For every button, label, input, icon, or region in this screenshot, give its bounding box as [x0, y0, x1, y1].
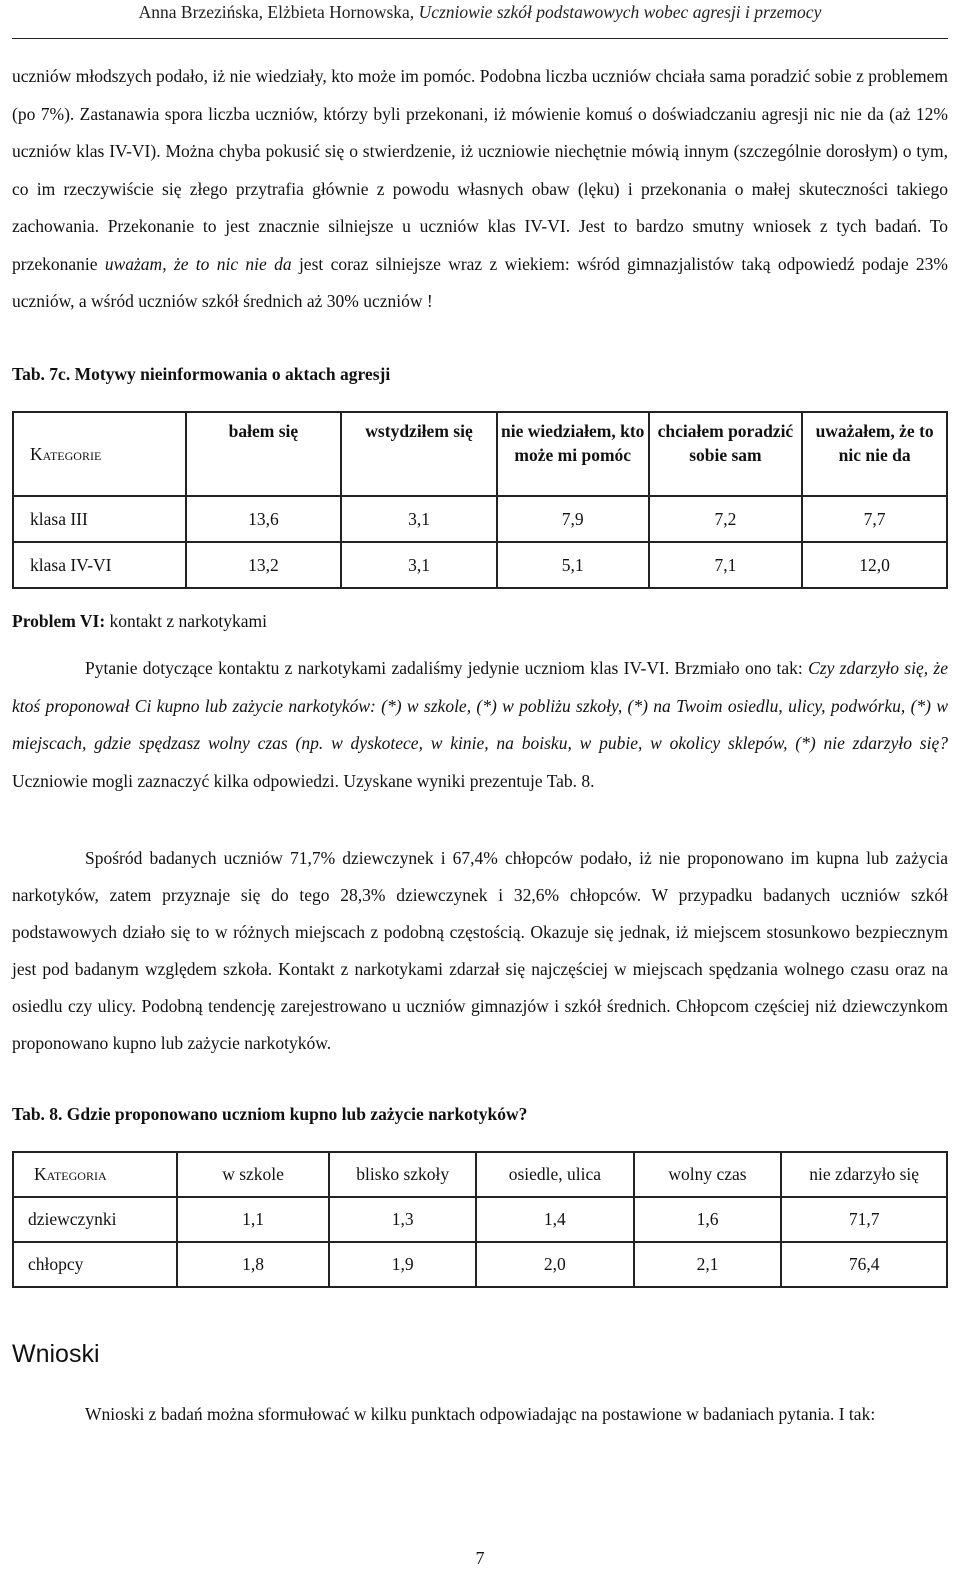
running-head	[12, 2, 948, 23]
problem-6-title: kontakt z narkotykami	[105, 611, 268, 631]
paragraph-2-text: Pytanie dotyczące kontaktu z narkotykami zadaliśmy jedynie uczniom klas IV-VI. Brzmiało ono tak:	[85, 658, 809, 678]
table-7-col-header: uważałem, że to nic nie da	[802, 412, 947, 496]
table-7-category-header: Kategorie	[13, 412, 186, 496]
table-cell: 1,1	[177, 1197, 330, 1242]
table-cell: 5,1	[497, 542, 649, 588]
paragraph-2-end: Uczniowie mogli zaznaczyć kilka odpowiedzi. Uzyskane wyniki prezentuje Tab. 8.	[12, 770, 595, 791]
table-7-col-header: bałem się	[186, 412, 342, 496]
header-rule	[12, 38, 948, 39]
paragraph-2-italic: Czy zdarzyło się, że ktoś proponował Ci kupno lub zażycie narkotyków: (*) w szkole, (*) w pobliżu szkoły, (*) na Twoim osiedlu, ulicy, podwórku, (*) w miejscach, gdzie spędzasz wolny czas (np. w dyskotece, w kinie, na boisku, w pubie, w okolicy sklepów, (*) nie zdarzyło się?	[12, 658, 949, 753]
table-8-caption: Tab. 8. Gdzie proponowano uczniom kupno lub zażycie narkotyków?	[12, 1104, 528, 1124]
table-cell: 12,0	[802, 542, 947, 588]
section-title: Wnioski	[12, 1340, 100, 1368]
table-7-header-row	[13, 412, 947, 496]
table-8-col-header: wolny czas	[634, 1152, 782, 1197]
table-row	[13, 496, 947, 542]
problem-6-heading	[12, 603, 948, 641]
table-7	[12, 411, 948, 589]
table-cell: 1,9	[329, 1242, 476, 1287]
table-7-caption: Tab. 7c. Motywy nieinformowania o aktach agresji	[12, 364, 391, 384]
table-8-header-row	[13, 1152, 947, 1197]
table-8-col-header: blisko szkoły	[329, 1152, 476, 1197]
table-7-col-header: wstydziłem się	[341, 412, 497, 496]
table-cell: 13,6	[186, 496, 342, 542]
table-8-col-header: osiedle, ulica	[476, 1152, 634, 1197]
paragraph-1-end: jest coraz silniejsze wraz z wiekiem: wśród gimnazjalistów taką odpowiedź podaje 23% uczniów, a wśród uczniów szkół średnich aż 30% uczniów !	[12, 253, 948, 311]
table-cell: 7,2	[649, 496, 803, 542]
table-8-row-label: dziewczynki	[13, 1197, 177, 1242]
running-head-authors: Anna Brzezińska, Elżbieta Hornowska,	[138, 2, 419, 22]
table-8-col-header: w szkole	[177, 1152, 330, 1197]
paragraph-1-italic: uważam, że to nic nie da	[104, 253, 292, 274]
table-cell: 7,9	[497, 496, 649, 542]
table-cell: 1,6	[634, 1197, 782, 1242]
table-row	[13, 542, 947, 588]
table-7-col-header: nie wiedziałem, kto może mi pomóc	[497, 412, 649, 496]
table-cell: 71,7	[781, 1197, 947, 1242]
table-8-row-label: chłopcy	[13, 1242, 177, 1287]
paragraph-4: Wnioski z badań można sformułować w kilku punktach odpowiadając na postawione w badaniach pytania. I tak:	[85, 1404, 876, 1424]
paragraph-1-text: uczniów młodszych podało, iż nie wiedziały, kto może im pomóc. Podobna liczba uczniów chciała sama poradzić sobie z problemem (po 7%). Zastanawia spora liczba uczniów, którzy byli przekonani, iż mówienie komuś o doświadczaniu agresji nic nie da (aż 12% uczniów klas IV-VI). Można chyba pokusić się o stwierdzenie, iż uczniowie niechętnie mówią innym (szczególnie dorosłym) o tym, co im rzeczywiście się złego przytrafia głównie z powodu własnych obaw (lęku) i przekonania o małej skuteczności takiego zachowania. Przekonanie to jest znacznie silniejsze u uczniów klas IV-VI. Jest to bardzo smutny wniosek z tych badań. To przekonanie	[12, 66, 948, 274]
table-cell: 1,4	[476, 1197, 634, 1242]
table-7-row-label: klasa III	[13, 496, 186, 542]
table-cell: 1,8	[177, 1242, 330, 1287]
problem-6-label: Problem VI:	[12, 611, 106, 631]
table-cell: 2,1	[634, 1242, 782, 1287]
table-7-col-header: chciałem poradzić sobie sam	[649, 412, 803, 496]
table-cell: 7,1	[649, 542, 803, 588]
running-head-title: Uczniowie szkół podstawowych wobec agresji i przemocy	[418, 2, 822, 22]
table-cell: 3,1	[341, 542, 497, 588]
table-cell: 1,3	[329, 1197, 476, 1242]
table-8-col-header: nie zdarzyło się	[781, 1152, 947, 1197]
page-number: 7	[475, 1548, 485, 1568]
table-cell: 76,4	[781, 1242, 947, 1287]
table-cell: 2,0	[476, 1242, 634, 1287]
paragraph-1	[12, 58, 948, 321]
table-row	[13, 1197, 947, 1242]
table-8-category-header: Kategoria	[13, 1152, 177, 1197]
table-row	[13, 1242, 947, 1287]
table-cell: 3,1	[341, 496, 497, 542]
paragraph-2	[12, 650, 948, 800]
paragraph-3: Spośród badanych uczniów 71,7% dziewczynek i 67,4% chłopców podało, iż nie proponowano im kupna lub zażycia narkotyków, zatem przyznaje się do tego 28,3% dziewczynek i 32,6% chłopców. W przypadku badanych uczniów szkół podstawowych działo się to w różnych miejscach z podobną częstością. Okazuje się jednak, iż miejscem stosunkowo bezpiecznym jest pod badanym względem szkoła. Kontakt z narkotykami zdarzał się najczęściej w miejscach spędzania wolnego czasu oraz na osiedlu czy ulicy. Podobną tendencję zarejestrowano u uczniów gimnazjów i szkół średnich. Chłopcom częściej niż dziewczynkom proponowano kupno lub zażycie narkotyków.	[12, 848, 948, 1053]
table-cell: 13,2	[186, 542, 342, 588]
table-cell: 7,7	[802, 496, 947, 542]
table-8	[12, 1151, 948, 1288]
table-7-row-label: klasa IV-VI	[13, 542, 186, 588]
